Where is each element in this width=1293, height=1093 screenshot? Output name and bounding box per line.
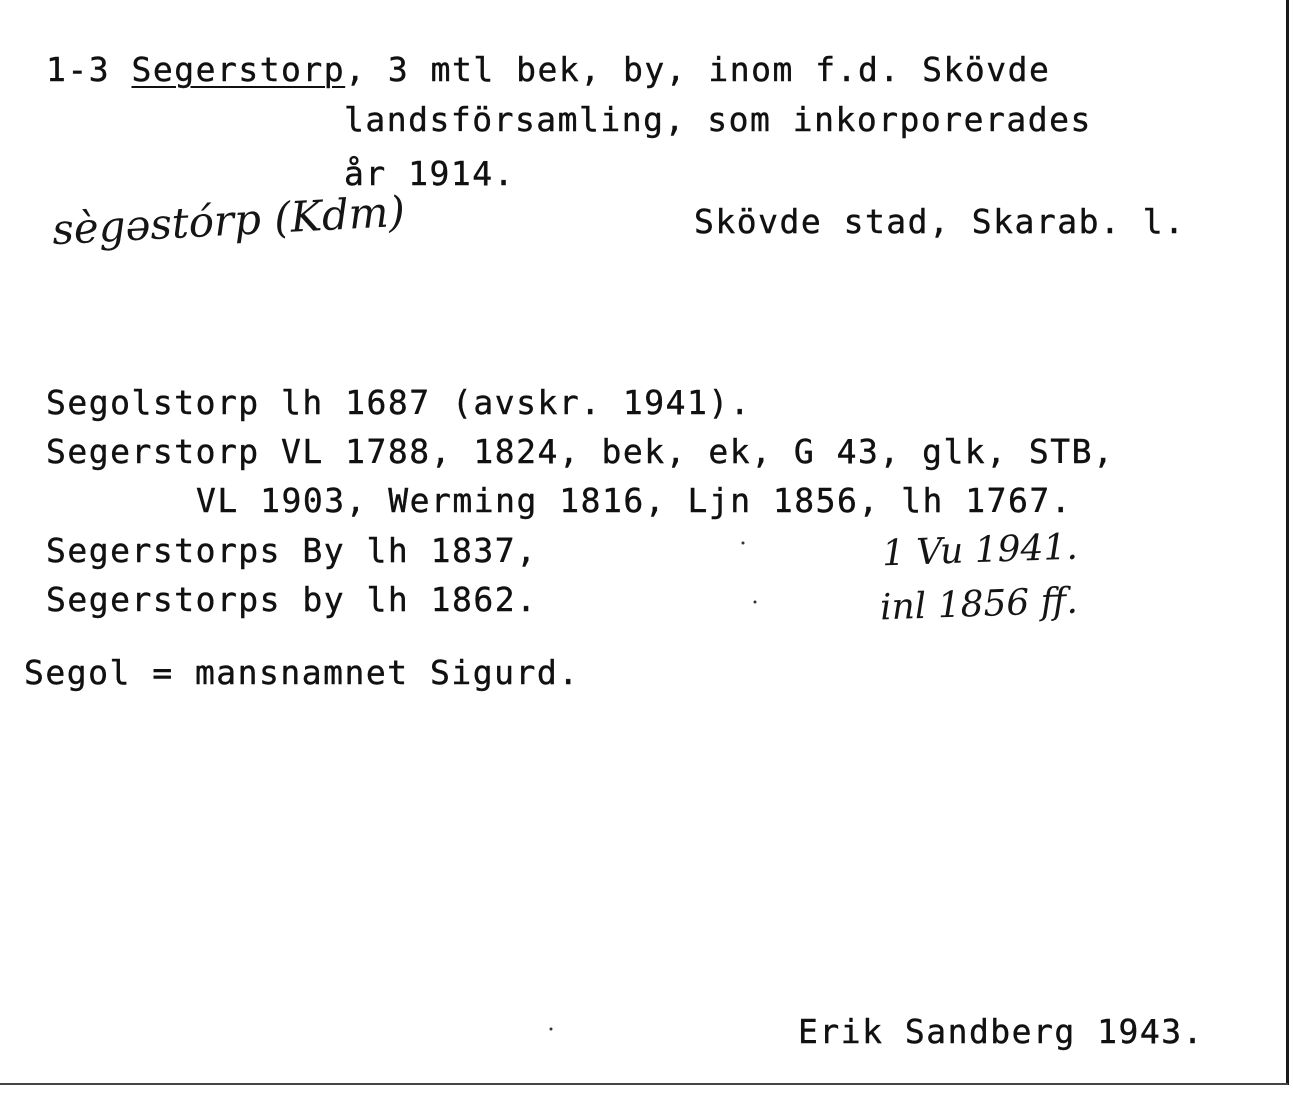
region-text: Skövde stad, Skarab. l. [694, 202, 1186, 241]
source-line-3: VL 1903, Werming 1816, Ljn 1856, lh 1767. [196, 481, 1073, 520]
description-line-1: , 3 mtl bek, by, inom f.d. Skövde [345, 50, 1051, 89]
handwritten-note-1: 1 Vu 1941. [881, 526, 1079, 575]
card-bottom-edge [0, 1083, 1288, 1085]
entry-number: 1-3 [46, 50, 111, 89]
source-line-1: Segolstorp lh 1687 (avskr. 1941). [46, 383, 752, 422]
handwritten-pronunciation: sègəstórp (Kdm) [50, 186, 407, 255]
card-right-edge [1286, 0, 1289, 1085]
signature-line: Erik Sandberg 1943. [798, 1012, 1204, 1051]
source-line-2: Segerstorp VL 1788, 1824, bek, ek, G 43, glk, STB, [46, 432, 1115, 471]
description-line-3: år 1914. [344, 154, 515, 193]
place-name: Segerstorp [131, 50, 346, 89]
source-line-5: Segerstorps by lh 1862. [46, 580, 538, 619]
stray-dots [740, 540, 760, 620]
stray-dot [548, 1026, 556, 1034]
description-line-2: landsförsamling, som inkorporerades [344, 100, 1092, 139]
source-line-4: Segerstorps By lh 1837, [46, 531, 538, 570]
header-line-1 [46, 50, 1050, 90]
etymology-line: Segol = mansnamnet Sigurd. [24, 653, 580, 692]
handwritten-note-2: inl 1856 ff. [879, 580, 1079, 629]
